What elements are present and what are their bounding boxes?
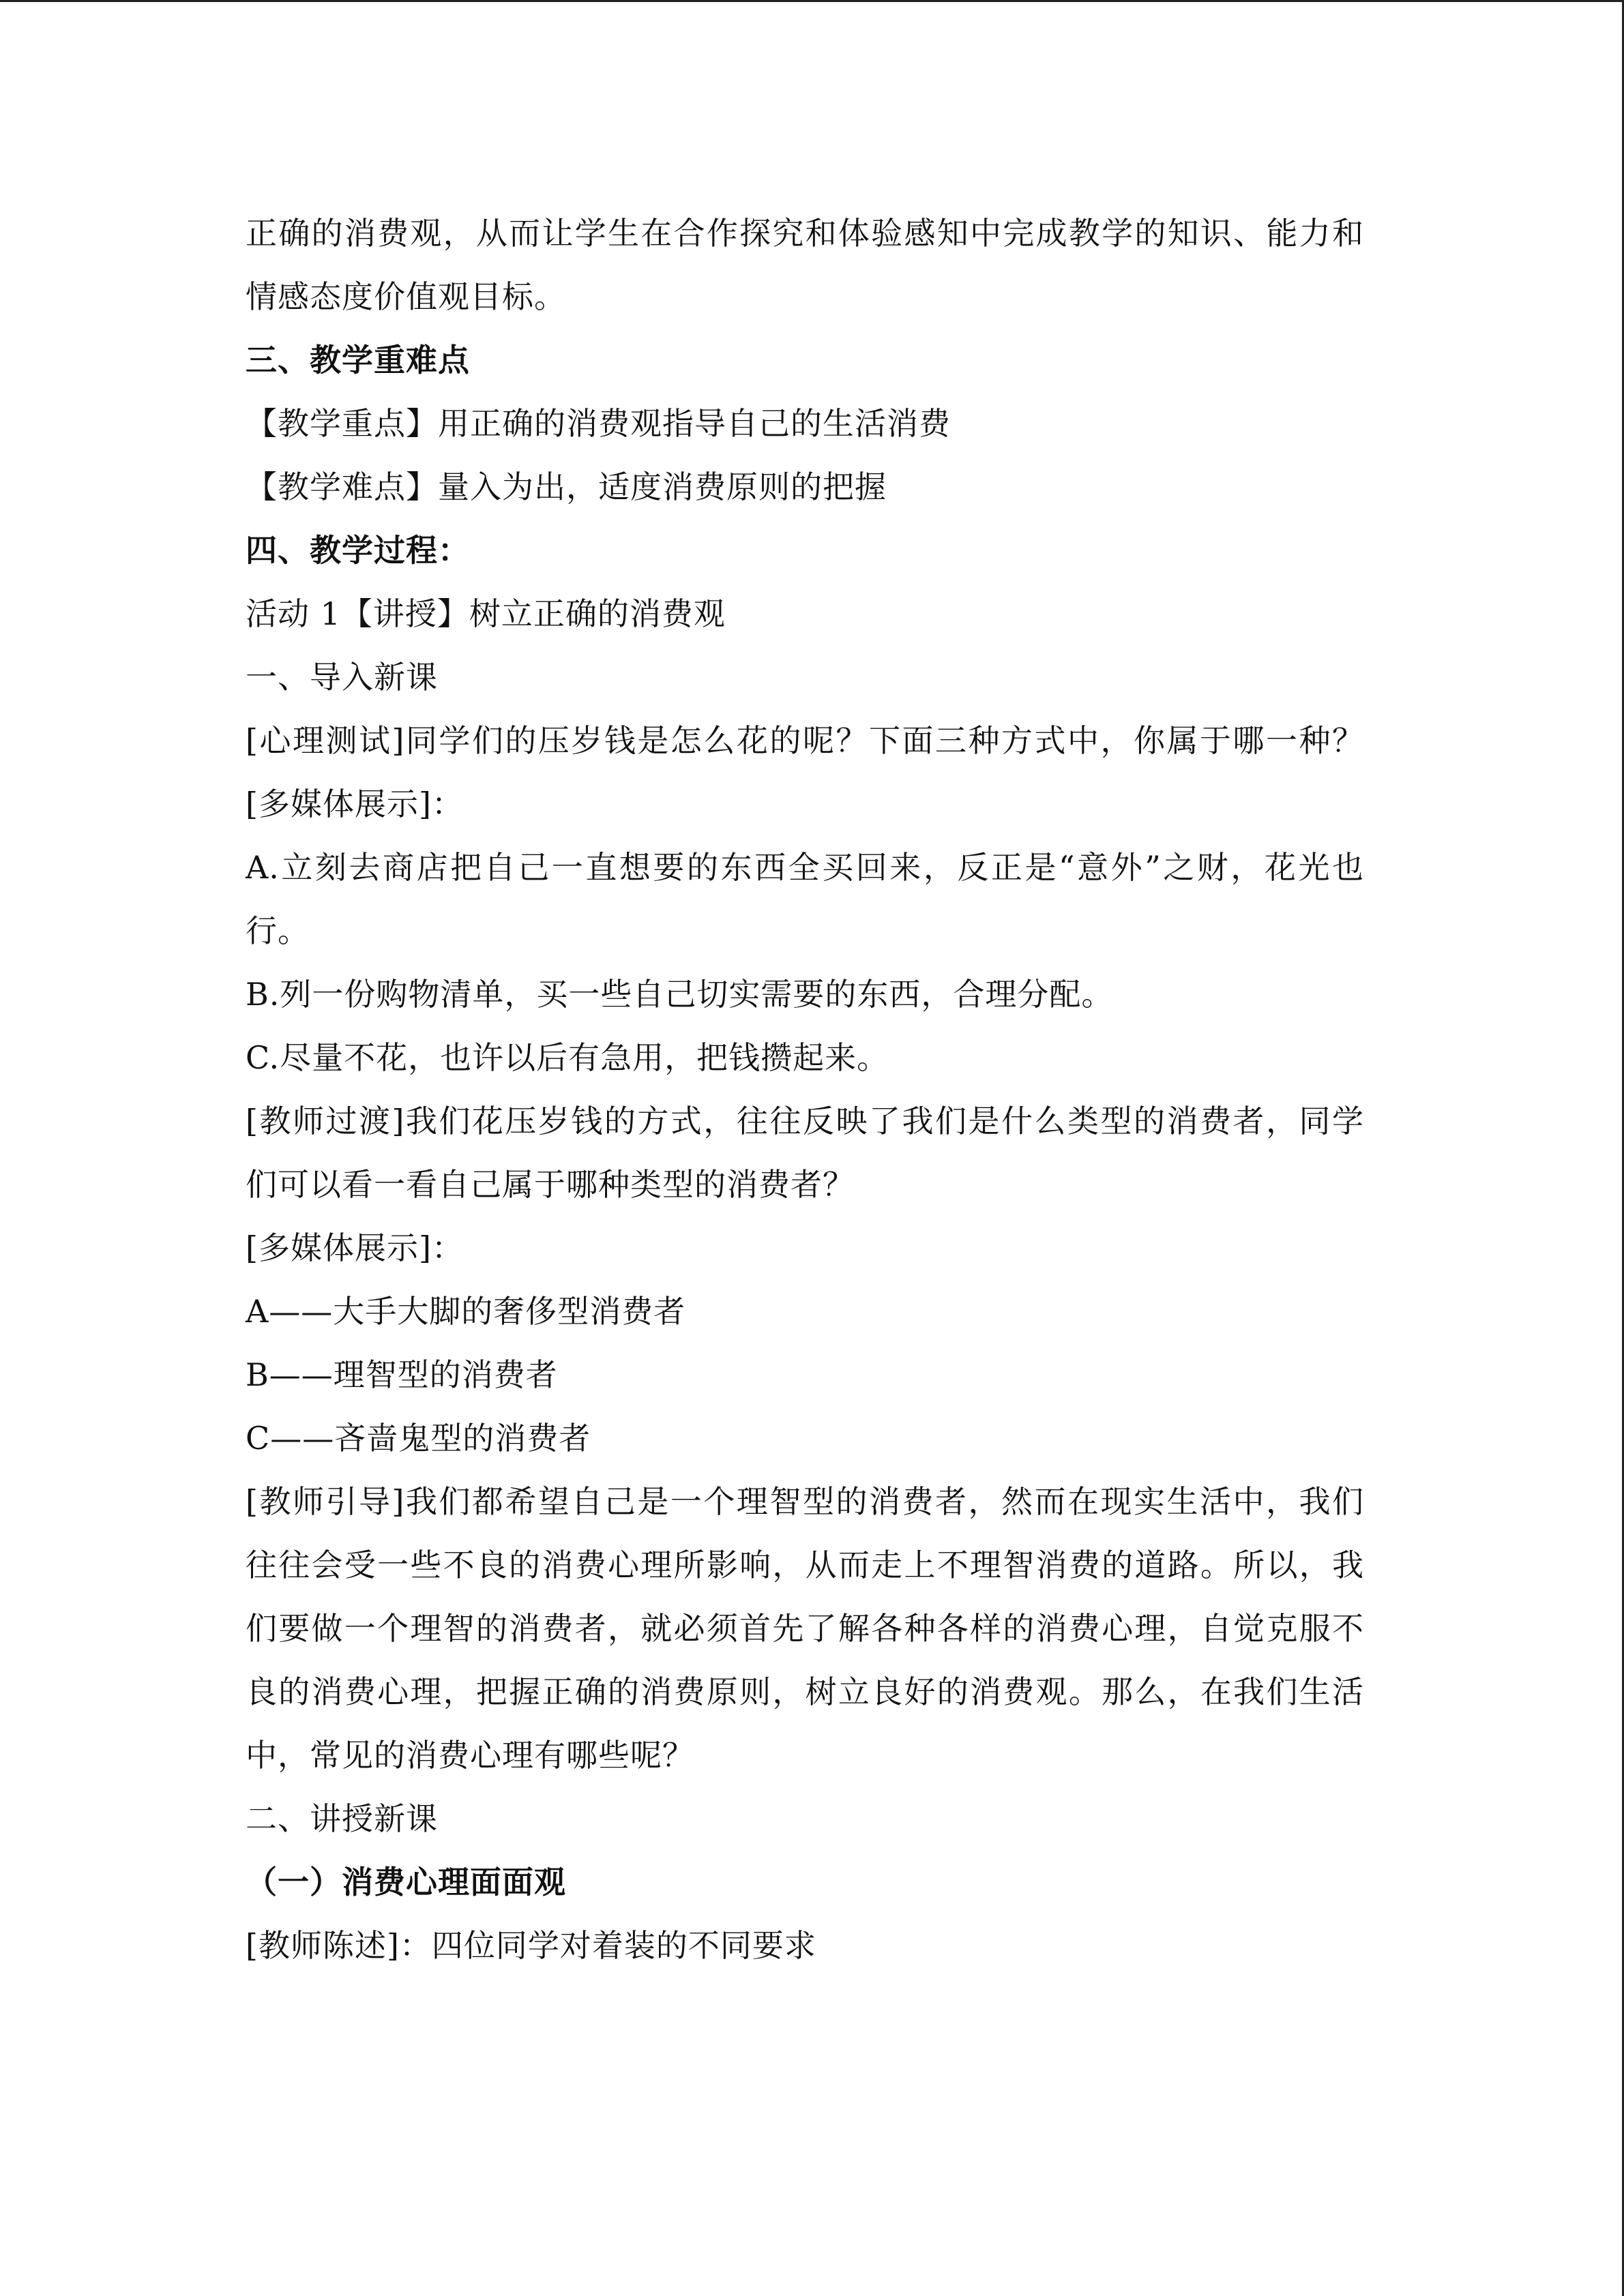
paragraph-line: [教师过渡]我们花压岁钱的方式，往往反映了我们是什么类型的消费者，同学 (246, 1103, 1364, 1139)
option-a-line: A.立刻去商店把自己一直想要的东西全买回来，反正是“意外”之财，花光也 (246, 849, 1364, 886)
paragraph-line: 们可以看一看自己属于哪种类型的消费者？ (246, 1166, 855, 1203)
paragraph-line: 中，常见的消费心理有哪些呢？ (246, 1737, 694, 1774)
paragraph-line: [心理测试]同学们的压岁钱是怎么花的呢？下面三种方式中，你属于哪一种？ (246, 722, 1364, 759)
paragraph-line: 往往会受一些不良的消费心理所影响，从而走上不理智消费的道路。所以，我 (246, 1547, 1364, 1583)
paragraph-line: 们要做一个理智的消费者，就必须首先了解各种各样的消费心理，自觉克服不 (246, 1610, 1364, 1647)
consumer-type-c: C——吝啬鬼型的消费者 (246, 1420, 591, 1457)
option-a-line: 行。 (246, 912, 310, 949)
option-c-line: C.尽量不花，也许以后有急用，把钱攒起来。 (246, 1039, 889, 1076)
teaching-difficult-point: 【教学难点】量入为出，适度消费原则的把握 (246, 468, 887, 505)
paragraph-line: [教师陈述]：四位同学对着装的不同要求 (246, 1927, 816, 1964)
consumer-type-b: B——理智型的消费者 (246, 1356, 558, 1393)
multimedia-label: [多媒体展示]： (246, 786, 464, 822)
page-top-border (0, 0, 1624, 2)
paragraph-line: [教师引导]我们都希望自己是一个理智型的消费者，然而在现实生活中，我们 (246, 1483, 1364, 1520)
multimedia-label: [多媒体展示]： (246, 1229, 464, 1266)
document-page (246, 202, 1364, 1978)
paragraph-line: 正确的消费观，从而让学生在合作探究和体验感知中完成教学的知识、能力和 (246, 215, 1364, 252)
subsection-heading-introduction: 一、导入新课 (246, 659, 438, 696)
section-heading-teaching-process: 四、教学过程： (246, 532, 470, 569)
section-heading-teaching-key-difficult-points: 三、教学重难点 (246, 342, 470, 378)
activity-title: 活动 1【讲授】树立正确的消费观 (246, 595, 726, 632)
paragraph-line: 情感态度价值观目标。 (246, 278, 566, 315)
option-b-line: B.列一份购物清单，买一些自己切实需要的东西，合理分配。 (246, 976, 1114, 1013)
teaching-key-point: 【教学重点】用正确的消费观指导自己的生活消费 (246, 405, 951, 442)
consumer-type-a: A——大手大脚的奢侈型消费者 (246, 1293, 686, 1330)
subsection-heading-consumer-psychology: （一）消费心理面面观 (246, 1864, 566, 1900)
subsection-heading-new-lesson: 二、讲授新课 (246, 1800, 438, 1837)
paragraph-line: 良的消费心理，把握正确的消费原则，树立良好的消费观。那么，在我们生活 (246, 1673, 1364, 1710)
